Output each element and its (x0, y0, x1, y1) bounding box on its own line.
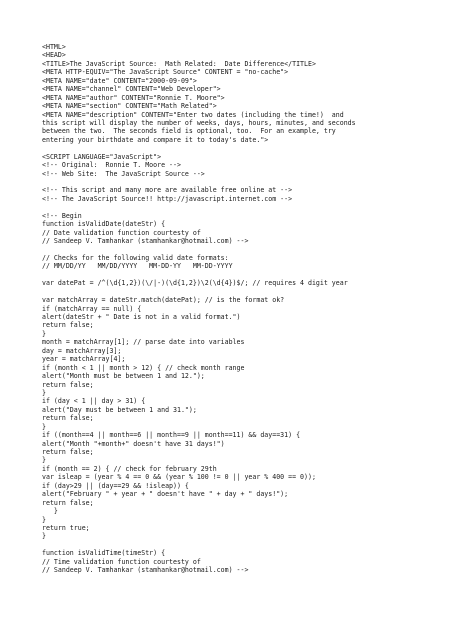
code-line: day = matchArray[3]; (42, 346, 122, 355)
code-line: <TITLE>The JavaScript Source: Math Related: Date Difference</TITLE> (42, 59, 316, 68)
code-line: } (42, 329, 46, 338)
code-line: <META NAME="date" CONTENT="2000-09-09"> (42, 76, 197, 85)
code-line: if (month == 2) { // check for february 29th (42, 464, 217, 473)
code-line: <SCRIPT LANGUAGE="JavaScript"> (42, 152, 162, 161)
code-line: alert("Month must be between 1 and 12."); (42, 372, 205, 381)
code-line: function isValidTime(timeStr) { (42, 549, 166, 558)
code-line: <META NAME="description" CONTENT="Enter two dates (including the time!) and (42, 110, 344, 119)
code-line: } (42, 532, 46, 541)
code-line (42, 246, 442, 254)
code-line: } (42, 422, 46, 431)
code-line: if (day < 1 || day > 31) { (42, 397, 146, 406)
code-line: <HEAD> (42, 51, 66, 60)
code-line: return false; (42, 321, 94, 330)
code-line: return true; (42, 523, 90, 532)
code-line: if ((month==4 || month==6 || month==9 || month==11) && day==31) { (42, 431, 301, 440)
code-line: var datePat = /^(\d{1,2})(\/|-)(\d{1,2})\2(\d{4})$/; // requires 4 digit year (42, 279, 348, 288)
code-line: alert("February " + year + " doesn't have " + day + " days!"); (42, 490, 289, 499)
code-line: entering your birthdate and compare it to today's date."> (42, 135, 269, 144)
code-line: <META NAME="channel" CONTENT="Web Developer"> (42, 85, 221, 94)
code-line: // Sandeep V. Tamhankar (stamhankar@hotmail.com) --> (42, 566, 249, 575)
code-line: <!-- Begin (42, 211, 82, 220)
code-line (42, 288, 442, 296)
code-line: return false; (42, 448, 94, 456)
code-line: <META NAME="section" CONTENT="Math Related"> (42, 102, 217, 111)
code-line (42, 178, 442, 186)
code-line: function isValidDate(dateStr) { (42, 220, 166, 229)
code-line: <!-- Web Site: The JavaScript Source --> (42, 169, 205, 178)
code-line: if (matchArray == null) { (42, 304, 142, 313)
code-line: year = matchArray[4]; (42, 355, 126, 364)
code-line: this script will display the number of weeks, days, hours, minutes, and seconds (42, 118, 356, 127)
code-line: between the two. The seconds field is optional, too. For an example, try (42, 127, 336, 136)
code-line: var isleap = (year % 4 == 0 && (year % 100 != 0 || year % 400 == 0)); (42, 473, 316, 482)
code-line: } (42, 507, 58, 516)
code-line: // MM/DD/YY MM/DD/YYYY MM-DD-YY MM-DD-YYYY (42, 262, 233, 271)
code-line: // Time validation function courtesty of (42, 557, 201, 566)
code-line: alert(dateStr + " Date is not in a valid format.") (42, 313, 241, 321)
code-line: month = matchArray[1]; // parse date into variables (42, 338, 245, 347)
code-line: if (month < 1 || month > 12) { // check month range (42, 363, 245, 372)
code-line: return false; (42, 498, 94, 507)
code-line (42, 144, 442, 152)
code-line: // Checks for the following valid date formats: (42, 253, 229, 262)
code-line: return false; (42, 414, 94, 423)
code-line: } (42, 456, 46, 465)
code-line: } (42, 515, 46, 524)
code-line: <HTML> (42, 43, 66, 51)
code-line: <META NAME="author" CONTENT="Ronnie T. Moore"> (42, 93, 225, 102)
code-line: // Sandeep V. Tamhankar (stamhankar@hotmail.com) --> (42, 237, 249, 246)
code-line (42, 271, 442, 279)
code-line (42, 541, 442, 549)
code-line: alert("Day must be between 1 and 31."); (42, 405, 197, 414)
code-line: <!-- Original: Ronnie T. Moore --> (42, 161, 181, 170)
code-line: // Date validation function courtesty of (42, 228, 201, 237)
code-line: } (42, 388, 46, 397)
code-line: if (day>29 || (day==29 && !isleap)) { (42, 481, 189, 490)
code-line: <!-- This script and many more are available free online at --> (42, 186, 293, 195)
code-line: <META HTTP-EQUIV="The JavaScript Source" CONTENT = "no-cache"> (42, 68, 289, 77)
code-line: var matchArray = dateStr.match(datePat); // is the format ok? (42, 296, 285, 305)
code-line: alert("Month "+month+" doesn't have 31 days!") (42, 439, 225, 448)
code-line (42, 203, 442, 211)
code-line: <!-- The JavaScript Source!! http://javascript.internet.com --> (42, 194, 293, 203)
source-code-block (42, 43, 442, 575)
code-line: return false; (42, 380, 94, 389)
